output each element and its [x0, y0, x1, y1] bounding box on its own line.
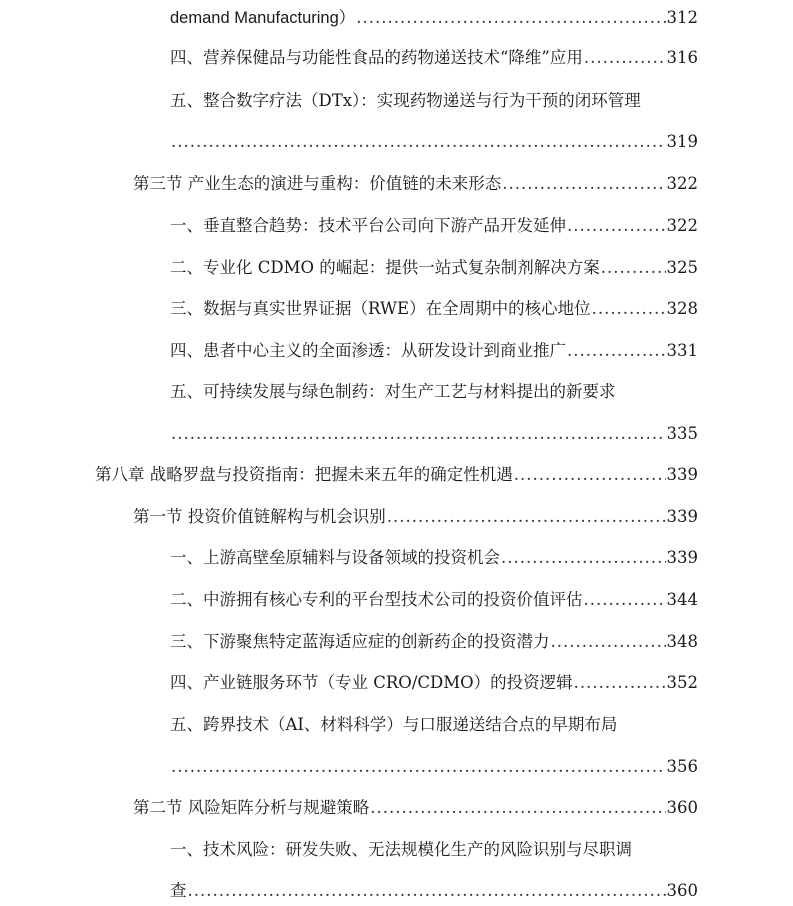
toc-entry[interactable] [170, 340, 698, 362]
toc-chapter-title: 第八章 战略罗盘与投资指南：把握未来五年的确定性机遇 [95, 465, 513, 484]
toc-page-number: 322 [666, 174, 698, 193]
toc-leader-dots [387, 506, 666, 528]
toc-leader-dots [171, 756, 666, 778]
toc-entry-title: 四、患者中心主义的全面渗透：从研发设计到商业推广 [170, 341, 566, 360]
toc-page-number: 328 [666, 299, 698, 318]
toc-entry[interactable] [170, 631, 698, 653]
toc-entry[interactable] [133, 506, 698, 528]
toc-entry[interactable] [170, 298, 698, 320]
toc-leader-dots [171, 131, 666, 153]
toc-entry[interactable] [133, 797, 698, 819]
toc-leader-dots [514, 464, 666, 486]
toc-entry[interactable] [170, 839, 698, 861]
toc-page-number: 325 [666, 258, 698, 277]
toc-leader-dots [567, 340, 666, 362]
toc-entry[interactable] [170, 257, 698, 279]
toc-page-number: 335 [666, 424, 698, 443]
toc-entry-title: 一、技术风险：研发失败、无法规模化生产的风险识别与尽职调 [170, 840, 632, 859]
toc-entry-title: 三、数据与真实世界证据（RWE）在全周期中的核心地位 [170, 299, 591, 318]
toc-section-title: 第一节 投资价值链解构与机会识别 [133, 507, 386, 526]
toc-section-title: 第二节 风险矩阵分析与规避策略 [133, 798, 370, 817]
toc-page-number: 331 [666, 341, 698, 360]
toc-page-number: 312 [666, 8, 698, 27]
toc-page-number: 339 [666, 507, 698, 526]
toc-entry-title: demand Manufacturing） [170, 9, 356, 27]
toc-page-number: 339 [666, 548, 698, 567]
toc-page-number: 348 [666, 632, 698, 651]
toc-entry-title: 一、垂直整合趋势：技术平台公司向下游产品开发延伸 [170, 216, 566, 235]
toc-entry[interactable] [170, 547, 698, 569]
toc-entry-title: 五、可持续发展与绿色制药：对生产工艺与材料提出的新要求 [170, 382, 616, 401]
toc-entry-title: 五、跨界技术（AI、材料科学）与口服递送结合点的早期布局 [170, 715, 618, 734]
toc-page-number: 360 [666, 881, 698, 900]
toc-entry-continuation[interactable] [170, 880, 698, 902]
toc-leader-dots [370, 797, 665, 819]
toc-entry-continuation[interactable] [170, 131, 698, 153]
toc-leader-dots [171, 423, 666, 445]
toc-entry-title: 四、营养保健品与功能性食品的药物递送技术“降维”应用 [170, 48, 583, 67]
toc-entry-title: 查 [170, 881, 187, 900]
toc-entry-title: 二、中游拥有核心专利的平台型技术公司的投资价值评估 [170, 590, 583, 609]
toc-page-number: 360 [666, 798, 698, 817]
toc-leader-dots [501, 547, 666, 569]
toc-entry-title: 三、下游聚焦特定蓝海适应症的创新药企的投资潜力 [170, 632, 550, 651]
toc-entry[interactable] [170, 672, 698, 694]
toc-entry[interactable] [170, 90, 698, 112]
toc-leader-dots [356, 7, 665, 29]
toc-leader-dots [188, 880, 666, 902]
toc-page-number: 356 [666, 757, 698, 776]
toc-entry-title: 一、上游高壁垒原辅料与设备领域的投资机会 [170, 548, 500, 567]
toc-page-number: 316 [666, 48, 698, 67]
toc-entry[interactable] [170, 381, 698, 403]
toc-entry[interactable] [170, 215, 698, 237]
toc-entry[interactable] [95, 464, 698, 486]
toc-leader-dots [502, 173, 665, 195]
toc-entry[interactable] [133, 173, 698, 195]
toc-entry-title: 二、专业化 CDMO 的崛起：提供一站式复杂制剂解决方案 [170, 258, 600, 277]
toc-section-title: 第三节 产业生态的演进与重构：价值链的未来形态 [133, 174, 502, 193]
toc-entry-continuation[interactable] [170, 423, 698, 445]
toc-entry-continuation[interactable] [170, 756, 698, 778]
toc-entry[interactable] [170, 7, 698, 29]
toc-entry[interactable] [170, 47, 698, 69]
toc-leader-dots [567, 215, 666, 237]
toc-leader-dots [551, 631, 666, 653]
toc-entry-title: 四、产业链服务环节（专业 CRO/CDMO）的投资逻辑 [170, 673, 573, 692]
toc-page-number: 319 [666, 132, 698, 151]
toc-leader-dots [574, 672, 666, 694]
toc-entry[interactable] [170, 589, 698, 611]
toc-page-number: 344 [666, 590, 698, 609]
toc-entry[interactable] [170, 714, 698, 736]
toc-leader-dots [601, 257, 666, 279]
toc-leader-dots [584, 47, 666, 69]
toc-leader-dots [592, 298, 666, 320]
toc-entry-title: 五、整合数字疗法（DTx）：实现药物递送与行为干预的闭环管理 [170, 91, 641, 110]
toc-page-number: 352 [666, 673, 698, 692]
toc-leader-dots [584, 589, 666, 611]
toc-page-number: 322 [666, 216, 698, 235]
toc-page-number: 339 [666, 465, 698, 484]
